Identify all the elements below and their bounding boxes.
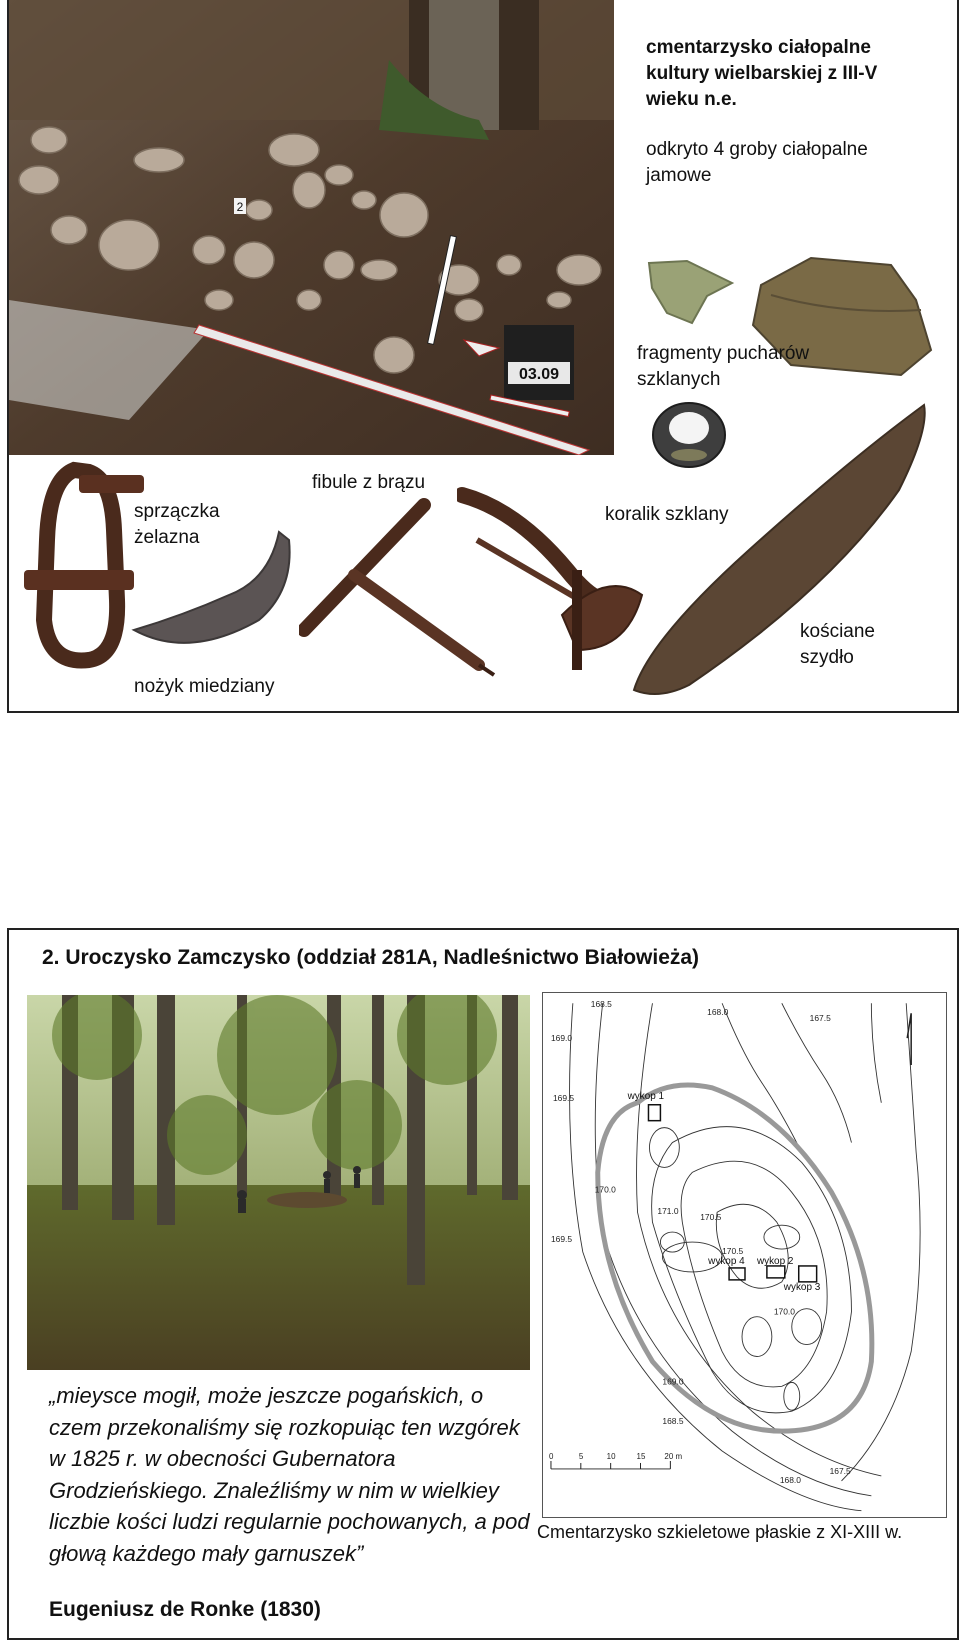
intro-title-line-1: cmentarzysko ciałopalne bbox=[646, 37, 871, 58]
trench-label-3: wykop 3 bbox=[783, 1281, 821, 1293]
uroczysko-zamczysko-panel bbox=[7, 928, 959, 1640]
bead-label: koralik szklany bbox=[605, 504, 729, 525]
awl-label-line-2: szydło bbox=[800, 647, 854, 668]
artifacts-panel bbox=[7, 0, 959, 713]
contour-label: 167.5 bbox=[829, 1465, 851, 1476]
contour-label: 168.0 bbox=[707, 1007, 729, 1018]
buckle-label-line-1: sprzączka bbox=[134, 501, 220, 522]
contour-label: 168.0 bbox=[779, 1474, 801, 1485]
forest-photo bbox=[27, 995, 530, 1370]
contour-label: 168.5 bbox=[590, 999, 612, 1010]
intro-title-line-2: kultury wielbarskiej z III-V bbox=[646, 63, 878, 84]
contour-label: 169.5 bbox=[552, 1092, 575, 1103]
scale-tick-label: 10 bbox=[606, 1451, 616, 1461]
contour-label: 170.5 bbox=[700, 1212, 722, 1223]
map-caption: Cmentarzysko szkieletowe płaskie z XI-XIII w. bbox=[537, 1522, 903, 1542]
contour-label: 170.0 bbox=[594, 1184, 616, 1195]
site-contour-map bbox=[542, 992, 947, 1518]
graves-label bbox=[646, 137, 868, 189]
contour-label: 170.5 bbox=[722, 1246, 744, 1257]
trench-label-4: wykop 4 bbox=[708, 1255, 745, 1267]
contour-label: 168.5 bbox=[662, 1416, 684, 1427]
graves-label-line-1: odkryto 4 groby ciałopalne bbox=[646, 139, 868, 160]
excavation-photo bbox=[9, 0, 614, 455]
scale-tick-label: 15 bbox=[636, 1451, 646, 1461]
panel-title: 2. Uroczysko Zamczysko (oddział 281A, Nadleśnictwo Białowieża) bbox=[42, 946, 700, 969]
quote-author: Eugeniusz de Ronke (1830) bbox=[49, 1598, 321, 1621]
trench-label-1: wykop 1 bbox=[627, 1090, 665, 1102]
scale-tick-label: 20 m bbox=[664, 1451, 683, 1461]
contour-label: 169.0 bbox=[662, 1376, 684, 1387]
trench-label-2: wykop 2 bbox=[756, 1255, 794, 1267]
glass-cups-label-line-2: szklanych bbox=[637, 369, 721, 390]
photo-marker: 2 bbox=[236, 200, 244, 214]
contour-label: 170.0 bbox=[773, 1306, 795, 1317]
contour-label: 169.0 bbox=[550, 1033, 573, 1044]
intro-title bbox=[646, 35, 877, 113]
contour-label: 169.5 bbox=[550, 1234, 573, 1245]
glass-cups-label bbox=[637, 341, 809, 393]
glass-cup-fragment-small bbox=[647, 258, 737, 328]
intro-title-line-3: wieku n.e. bbox=[646, 89, 737, 110]
awl-label-line-1: kościane bbox=[800, 621, 875, 642]
awl-label bbox=[800, 619, 875, 671]
buckle-label bbox=[134, 499, 220, 551]
contour-label: 167.5 bbox=[809, 1013, 831, 1024]
glass-cups-label-line-1: fragmenty pucharów bbox=[637, 343, 810, 364]
bone-awl bbox=[629, 400, 934, 700]
knife-label: nożyk miedziany bbox=[134, 676, 275, 697]
fibulae-label: fibule z brązu bbox=[312, 472, 426, 493]
graves-label-line-2: jamowe bbox=[646, 165, 712, 186]
buckle-label-line-2: żelazna bbox=[134, 527, 200, 548]
photo-board-date: 03.09 bbox=[518, 366, 560, 383]
scale-tick-label: 0 bbox=[548, 1451, 554, 1461]
scale-tick-label: 5 bbox=[578, 1451, 584, 1461]
contour-label: 171.0 bbox=[657, 1206, 679, 1217]
historical-quote: „mieysce mogił, może jeszcze pogańskich, o czem przekonaliśmy się rozkopuiąc ten wzgórek w 1825 r. w obecności Gubernatora Grodzieńskiego. Znaleźliśmy w nim w wielkiey liczbie kości ludzi regularnie pochowanych, a pod głową każdego mały garnuszek” bbox=[49, 1383, 530, 1566]
